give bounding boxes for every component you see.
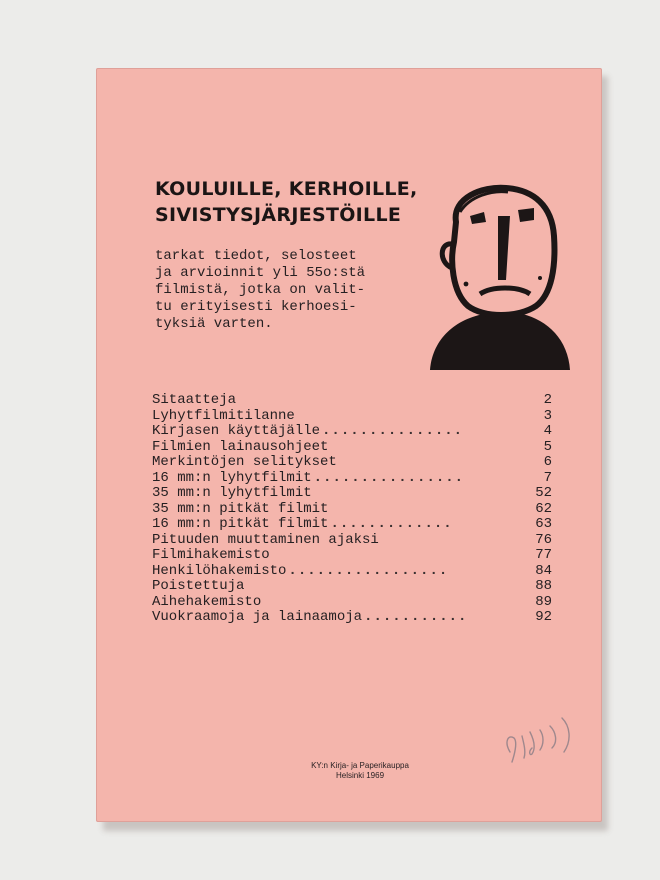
toc-title: 16 mm:n pitkät filmit [152,516,329,532]
intro-text: tarkat tiedot, selosteet ja arvioinnit yli 55o:stä filmistä, jotka on valit- tu erityisesti kerhoesi- tyksiä varten. [155,248,366,332]
toc-entry [152,409,552,425]
toc-page: 52 [535,485,552,501]
toc-leader: ................. [288,563,449,579]
heading-line-2: SIVISTYSJÄRJESTÖILLE [155,204,402,226]
toc-page: 92 [535,609,552,625]
toc-leader: ............... [322,424,464,439]
toc-entry [152,471,552,487]
toc-page: 3 [543,407,552,424]
toc-title: Vuokraamoja ja lainaamoja [152,609,363,625]
toc-title: 35 mm:n pitkät filmit [152,500,329,517]
face-woodcut-illustration-icon [422,182,572,372]
toc-title: 35 mm:n lyhytfilmit [152,485,312,501]
toc-entry [152,486,552,502]
table-of-contents [152,393,552,626]
toc-page: 89 [535,593,552,610]
toc-entry [152,564,552,580]
toc-page: 7 [543,469,552,486]
publisher-name: KY:n Kirja- ja Paperikauppa [311,761,409,770]
toc-entry [152,548,552,564]
toc-entry [152,440,552,456]
toc-entry [152,455,552,471]
toc-title: Kirjasen käyttäjälle [152,423,321,439]
toc-title: Poistettuja [152,578,245,594]
toc-page: 5 [543,438,552,455]
toc-title: Aihehakemisto [152,593,262,610]
toc-entry [152,595,552,611]
toc-entry [152,517,552,533]
toc-title: Lyhytfilmitilanne [152,407,295,424]
publisher-place-year: Helsinki 1969 [335,771,385,780]
toc-title: Sitaatteja [152,392,237,408]
toc-page: 77 [535,547,552,563]
toc-title: Merkintöjen selitykset [152,454,337,470]
toc-entry [152,533,552,549]
heading-line-1: KOULUILLE, KERHOILLE, [155,178,418,200]
toc-leader: ................ [313,470,465,486]
toc-page: 6 [543,454,552,470]
toc-page: 63 [535,516,552,532]
toc-title: Filmihakemisto [152,547,270,563]
toc-title: Henkilöhakemisto [152,562,287,579]
pencil-scribble-icon [500,712,580,767]
toc-page: 4 [543,423,552,439]
toc-title: Pituuden muuttaminen ajaksi [152,531,379,548]
toc-page: 84 [535,562,552,579]
toc-title: Filmien lainausohjeet [152,438,329,455]
toc-title: 16 mm:n lyhytfilmit [152,469,312,486]
toc-leader: ............. [330,517,453,532]
publisher-imprint [250,761,470,781]
toc-page: 76 [535,531,552,548]
toc-leader: ........... [364,610,468,625]
toc-entry [152,579,552,595]
toc-page: 88 [535,578,552,594]
toc-entry [152,502,552,518]
toc-entry [152,610,552,626]
toc-entry [152,393,552,409]
toc-page: 2 [543,392,552,408]
toc-entry [152,424,552,440]
toc-page: 62 [535,500,552,517]
cover-heading [155,176,418,228]
